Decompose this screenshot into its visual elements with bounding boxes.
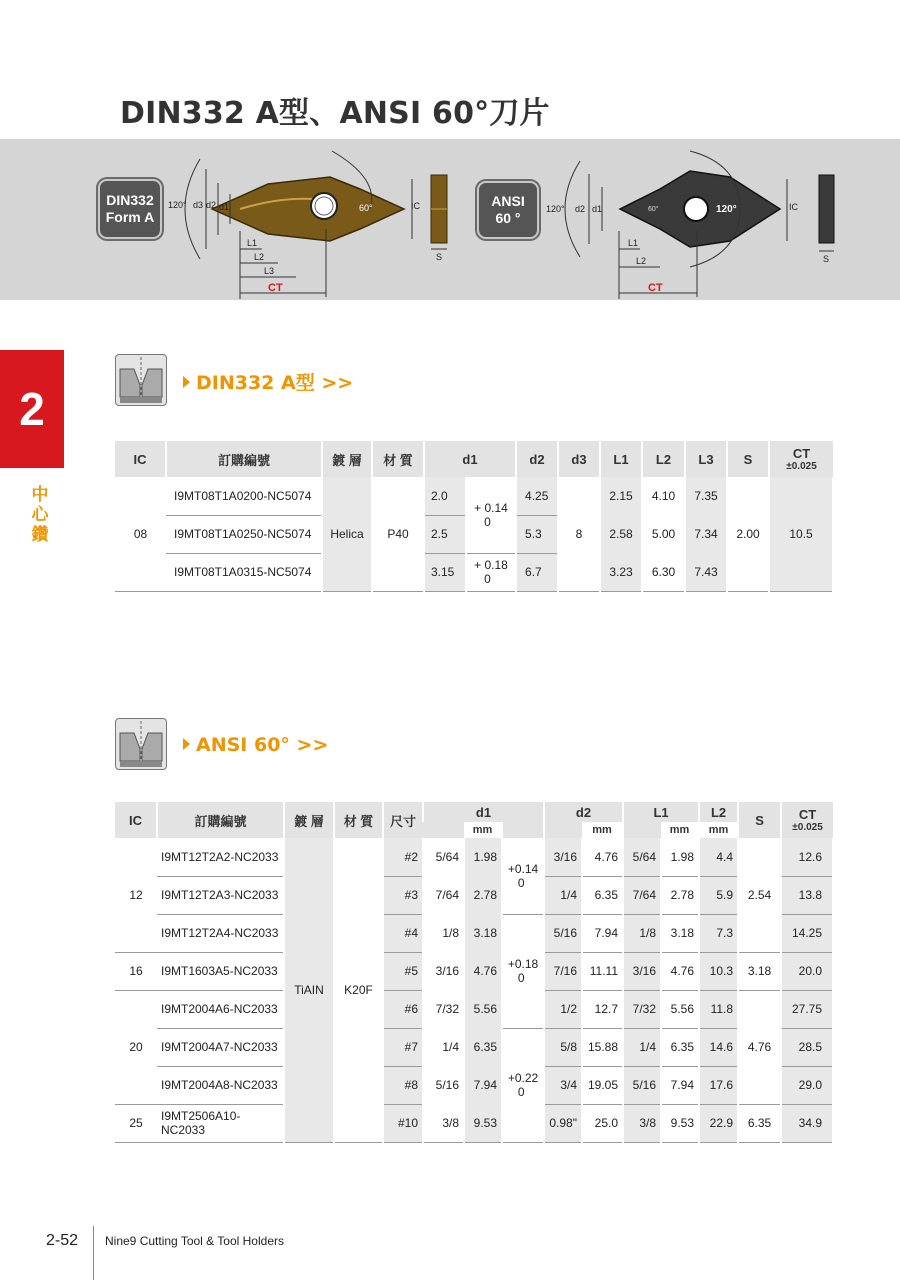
- countersink-icon: [115, 718, 167, 770]
- header-d1: d1: [424, 441, 516, 477]
- l1-mm-value: 6.35: [661, 1028, 699, 1066]
- ansi-label-ct: CT: [648, 282, 663, 294]
- din-label-l3: L3: [264, 266, 275, 276]
- d1-tolerance: [502, 1028, 544, 1142]
- l1-inch-value: 1/8: [623, 914, 661, 952]
- header-l3: L3: [685, 441, 727, 477]
- ct-value: 34.9: [781, 1104, 833, 1142]
- tol-lower: 0: [517, 875, 525, 890]
- header-ct: [769, 441, 833, 477]
- header-l1-mm: mm: [661, 822, 699, 838]
- d1-mm-value: 1.98: [464, 838, 502, 876]
- header-ct-label: CT: [798, 807, 817, 822]
- ansi-label-120b: 120°: [716, 204, 737, 215]
- s-value: 4.76: [738, 990, 781, 1104]
- d1-mm-value: 9.53: [464, 1104, 502, 1142]
- d1-tolerance: [466, 553, 516, 591]
- s-value: 3.18: [738, 952, 781, 990]
- tol-upper: + 0.18: [474, 558, 508, 572]
- d1-mm-value: 7.94: [464, 1066, 502, 1104]
- s-value: 2.00: [727, 477, 769, 591]
- l1-mm-value: 3.18: [661, 914, 699, 952]
- din-label-ct: CT: [268, 282, 283, 294]
- d1-mm-value: 3.18: [464, 914, 502, 952]
- ct-value: 14.25: [781, 914, 833, 952]
- d2-inch-value: 5/8: [544, 1028, 582, 1066]
- header-d1: d1: [423, 802, 544, 822]
- d1-inch-value: 3/16: [435, 964, 459, 978]
- insert-drawings: [0, 139, 900, 300]
- l1-inch-value: 5/64: [623, 838, 661, 876]
- material-value: K20F: [334, 838, 383, 1142]
- l2-value: 4.4: [699, 838, 738, 876]
- d2-mm-value: 7.94: [582, 914, 623, 952]
- l1-inch-value: 3/8: [623, 1104, 661, 1142]
- d2-mm-value: 25.0: [582, 1104, 623, 1142]
- insert-diagram-banner: [0, 139, 900, 300]
- l2-value: 17.6: [699, 1066, 738, 1104]
- l2-value: 7.3: [699, 914, 738, 952]
- countersink-icon: [115, 354, 167, 406]
- header-coating: 鍍 層: [322, 441, 372, 477]
- d1-mm-value: 6.35: [464, 1028, 502, 1066]
- d2-inch-value: 3/4: [544, 1066, 582, 1104]
- l2-value: 5.00: [651, 527, 676, 541]
- arrow-icon: [183, 376, 190, 388]
- l2-value: 14.6: [699, 1028, 738, 1066]
- header-l1: L1: [600, 441, 642, 477]
- page-number: 2-52: [46, 1232, 79, 1249]
- table-row: [115, 553, 833, 591]
- l1-mm-value: 7.94: [661, 1066, 699, 1104]
- section-title-ansi60: [183, 734, 328, 756]
- l3-value: 7.35: [685, 477, 727, 515]
- l3-value: 7.43: [685, 553, 727, 591]
- ansi-label-s: S: [823, 254, 830, 264]
- size-value: #3: [383, 876, 423, 914]
- ic-value: 16: [115, 952, 157, 990]
- header-material: 材 質: [334, 802, 383, 838]
- footer-divider: [93, 1226, 94, 1280]
- order-number: I9MT2004A8-NC2033: [157, 1066, 284, 1104]
- tol-upper: + 0.14: [474, 500, 508, 515]
- d1-value: 3.15: [424, 553, 466, 591]
- coating-value: TiAIN: [284, 838, 334, 1142]
- l2-value: 10.3: [699, 952, 738, 990]
- table-row: [115, 990, 833, 1028]
- footer-brand: Nine9 Cutting Tool & Tool Holders: [105, 1234, 284, 1248]
- l1-inch-value: 3/16: [623, 952, 661, 990]
- d2-mm-value: 4.76: [582, 838, 623, 876]
- din-label-l2: L2: [254, 252, 265, 262]
- din-label-s: S: [436, 252, 443, 262]
- chapter-label: [28, 485, 52, 545]
- header-l2: L2: [699, 802, 738, 822]
- l2-value: 22.9: [699, 1104, 738, 1142]
- tol-lower: 0: [517, 971, 525, 985]
- header-s: S: [727, 441, 769, 477]
- chapter-label-char: 鑽: [31, 525, 49, 545]
- l1-value: 2.58: [600, 515, 642, 553]
- header-d2: d2: [544, 802, 623, 822]
- d2-inch-value: 7/16: [544, 952, 582, 990]
- d2-inch-value: 1/2: [544, 990, 582, 1028]
- l2-value: 11.8: [699, 990, 738, 1028]
- header-size: 尺寸: [383, 802, 423, 838]
- din-label-d3: d3: [193, 200, 204, 210]
- din-label-60: 60°: [359, 203, 373, 213]
- size-value: #6: [383, 990, 423, 1028]
- l1-value: 2.15: [600, 477, 642, 515]
- header-material: 材 質: [372, 441, 424, 477]
- table-row: [115, 1066, 833, 1104]
- header-ic: IC: [115, 802, 157, 838]
- d1-value: 2.5: [424, 515, 466, 553]
- d1-tolerance: [502, 838, 544, 914]
- table-row: [115, 838, 833, 876]
- s-value: 2.54: [738, 838, 781, 952]
- ansi-label-ic: IC: [789, 202, 798, 212]
- section-title-text: DIN332 A型 >>: [196, 372, 354, 394]
- d2-mm-value: 6.35: [582, 876, 623, 914]
- d2-value: 4.25: [516, 477, 558, 515]
- d2-inch-value: 1/4: [544, 876, 582, 914]
- size-value: #2: [383, 838, 423, 876]
- d1-mm-value: 4.76: [464, 952, 502, 990]
- din-label-ic: IC: [411, 201, 420, 211]
- order-number: I9MT08T1A0200-NC5074: [166, 477, 322, 515]
- material-value: P40: [372, 477, 424, 591]
- ansi-label-d2: d2: [575, 204, 586, 214]
- d1-inch-value: 3/8: [423, 1104, 464, 1142]
- header-l1: L1: [623, 802, 699, 822]
- ic-value: 12: [115, 838, 157, 952]
- order-number: I9MT12T2A2-NC2033: [157, 838, 284, 876]
- coating-value: Helica: [322, 477, 372, 591]
- ansi-label-d1: d1: [592, 204, 603, 214]
- l1-mm-value: 2.78: [661, 876, 699, 914]
- d1-inch-value: 5/64: [435, 850, 459, 864]
- ansi-insert-drawing: [565, 151, 834, 299]
- header-order: 訂購編號: [166, 441, 322, 477]
- badge-line: 60 °: [495, 210, 521, 226]
- ansi-label-l1: L1: [628, 238, 639, 248]
- d1-tolerance: [502, 914, 544, 1028]
- section-title-text: ANSI 60° >>: [196, 734, 329, 756]
- table-row: [115, 1104, 833, 1142]
- d2-mm-value: 12.7: [582, 990, 623, 1028]
- header-ic: IC: [115, 441, 166, 477]
- d1-inch-value: 7/64: [435, 888, 459, 902]
- ct-value: 20.0: [781, 952, 833, 990]
- order-number: I9MT2004A7-NC2033: [157, 1028, 284, 1066]
- header-d3: d3: [558, 441, 600, 477]
- din-label-120: 120°: [168, 200, 187, 210]
- l2-value: 5.9: [699, 876, 738, 914]
- ansi60-spec-table: [115, 802, 834, 1143]
- header-d2: d2: [516, 441, 558, 477]
- d3-value: 8: [558, 477, 600, 591]
- size-value: #10: [383, 1104, 423, 1142]
- din-label-d1: d1: [219, 202, 230, 212]
- l2-value: 6.30: [642, 553, 685, 591]
- d2-inch-value: 5/16: [544, 914, 582, 952]
- header-ct-label: CT: [792, 446, 811, 461]
- table-row: [115, 876, 833, 914]
- table-row: [115, 477, 833, 515]
- order-number: I9MT12T2A4-NC2033: [157, 914, 284, 952]
- tol-lower: 0: [484, 572, 491, 586]
- l1-inch-value: 7/64: [623, 876, 661, 914]
- tol-lower: 0: [484, 514, 491, 529]
- l3-value: 7.34: [685, 515, 727, 553]
- table-row: [115, 914, 833, 952]
- d1-inch-value: 5/16: [435, 1078, 459, 1092]
- l1-mm-value: 5.56: [661, 990, 699, 1028]
- ct-value: 27.75: [781, 990, 833, 1028]
- header-ct-tol: ±0.025: [792, 822, 823, 833]
- chapter-label-char: 心: [31, 505, 49, 525]
- order-number: I9MT08T1A0250-NC5074: [166, 515, 322, 553]
- tol-upper: +0.22: [507, 1071, 539, 1085]
- ic-value: 08: [115, 477, 166, 591]
- page-title: DIN332 A型、ANSI 60°刀片: [120, 96, 550, 131]
- header-s: S: [738, 802, 781, 838]
- ic-value: 25: [115, 1104, 157, 1142]
- header-coating: 鍍 層: [284, 802, 334, 838]
- size-value: #5: [383, 952, 423, 990]
- ansi-label-60: 60°: [648, 206, 659, 213]
- ct-value: 29.0: [781, 1066, 833, 1104]
- d2-mm-value: 15.88: [582, 1028, 623, 1066]
- ct-value: 13.8: [781, 876, 833, 914]
- badge-line: Form A: [105, 209, 155, 225]
- size-value: #4: [383, 914, 423, 952]
- l1-value: 3.23: [600, 553, 642, 591]
- size-value: #8: [383, 1066, 423, 1104]
- header-l2: L2: [642, 441, 685, 477]
- l1-mm-value: 9.53: [661, 1104, 699, 1142]
- d1-tolerance: [466, 477, 516, 553]
- d2-inch-value: 0.98": [544, 1104, 582, 1142]
- section-title-din332: [183, 368, 353, 395]
- d1-mm-value: 2.78: [464, 876, 502, 914]
- d2-mm-value: 19.05: [582, 1066, 623, 1104]
- d1-value: 2.0: [424, 477, 466, 515]
- l1-inch-value: 5/16: [623, 1066, 661, 1104]
- din332-insert-drawing: [185, 151, 447, 299]
- arrow-icon: [183, 738, 190, 750]
- ansi-label-l2: L2: [636, 256, 647, 266]
- l1-mm-value: 4.76: [661, 952, 699, 990]
- table-row: [115, 1028, 833, 1066]
- d2-value: 6.7: [516, 553, 558, 591]
- header-ct: [781, 802, 833, 838]
- chapter-tab: 2: [0, 350, 64, 468]
- tol-upper: +0.14: [507, 861, 539, 876]
- order-number: I9MT2004A6-NC2033: [157, 990, 284, 1028]
- din-label-l1: L1: [247, 238, 258, 248]
- tol-lower: 0: [517, 1085, 525, 1099]
- order-number: I9MT1603A5-NC2033: [157, 952, 284, 990]
- order-number: I9MT12T2A3-NC2033: [157, 876, 284, 914]
- table-row: [115, 952, 833, 990]
- chapter-label-char: 中: [31, 485, 49, 505]
- badge-line: DIN332: [106, 192, 154, 208]
- d1-mm-value: 5.56: [464, 990, 502, 1028]
- ic-value: 20: [115, 990, 157, 1104]
- d2-inch-value: 3/16: [544, 838, 582, 876]
- header-ct-tol: ±0.025: [786, 461, 817, 472]
- din332-spec-table: [115, 441, 834, 592]
- din-label-d2: d2: [206, 200, 217, 210]
- header-d2-mm: mm: [582, 822, 623, 838]
- l1-inch-value: 1/4: [623, 1028, 661, 1066]
- ct-value: 28.5: [781, 1028, 833, 1066]
- d1-inch-value: 7/32: [435, 1002, 459, 1016]
- badge-line: ANSI: [491, 193, 525, 209]
- d1-inch-value: 1/8: [442, 926, 459, 940]
- s-value: 6.35: [738, 1104, 781, 1142]
- ct-value: 12.6: [781, 838, 833, 876]
- d1-inch-value: 1/4: [442, 1040, 459, 1054]
- size-value: #7: [383, 1028, 423, 1066]
- tol-upper: +0.18: [507, 957, 539, 971]
- header-order: 訂購編號: [157, 802, 284, 838]
- d2-mm-value: 11.11: [582, 952, 623, 990]
- header-d1-mm: mm: [464, 822, 502, 838]
- d2-value: 5.3: [516, 515, 558, 553]
- l1-mm-value: 1.98: [661, 838, 699, 876]
- l2-value: 4.10: [651, 489, 676, 503]
- header-l2-mm: mm: [699, 822, 738, 838]
- order-number: I9MT2506A10-NC2033: [157, 1104, 284, 1142]
- ct-value: 10.5: [769, 477, 833, 591]
- ansi-label-120: 120°: [546, 204, 565, 214]
- l1-inch-value: 7/32: [623, 990, 661, 1028]
- order-number: I9MT08T1A0315-NC5074: [166, 553, 322, 591]
